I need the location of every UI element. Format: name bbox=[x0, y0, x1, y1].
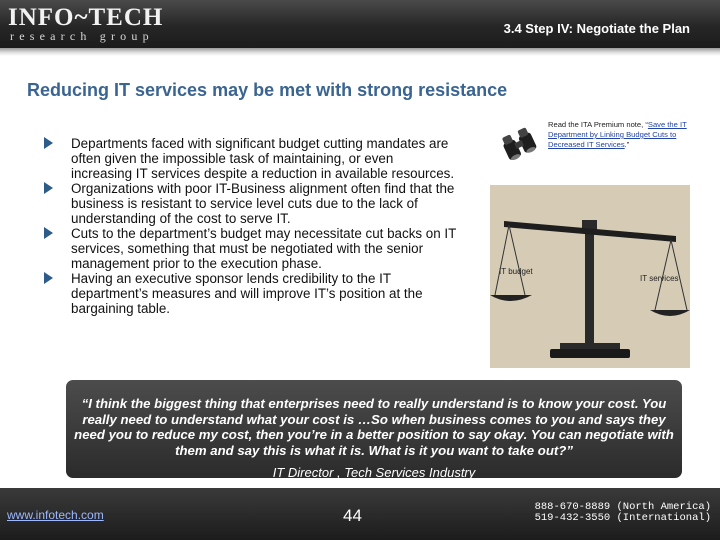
quote-attribution: IT Director , Tech Services Industry bbox=[272, 465, 476, 480]
phone-international: 519-432-3550 (International) bbox=[534, 512, 711, 524]
bullet-text: Departments faced with significant budget cutting mandates are often given the impossible task of maintaining, or even increasing IT services despite a reduction in available resources. bbox=[71, 136, 455, 181]
quote-text: “I think the biggest thing that enterprises need to really understand is to know your cost. You really need to understand what your cost is …So when business comes to you and says they need you to reduce my cost, then you’re in a better position to say okay. You can negotiate with them and say this is what it is. What is it you want to take out?” bbox=[74, 396, 674, 458]
bullet-item bbox=[40, 271, 458, 316]
bullet-list bbox=[40, 136, 458, 316]
slide-title: Reducing IT services may be met with strong resistance bbox=[27, 80, 508, 100]
scale-right-label: IT services bbox=[640, 274, 679, 283]
balance-scale-image bbox=[490, 185, 690, 368]
arrow-bullet-icon bbox=[44, 137, 53, 149]
phone-north-america: 888-670-8889 (North America) bbox=[534, 501, 711, 513]
logo-tagline: research group bbox=[10, 29, 154, 43]
scale-left-label: IT budget bbox=[499, 267, 533, 276]
bullet-text: Organizations with poor IT-Business alignment often find that the business is resistant to service level cuts due to the lack of understanding of the cost to serve IT. bbox=[71, 181, 455, 226]
contact-phones bbox=[535, 502, 711, 524]
note-prefix: Read the ITA Premium note, “ bbox=[548, 120, 648, 129]
arrow-bullet-icon bbox=[44, 182, 53, 194]
page-number: 44 bbox=[343, 506, 362, 525]
header-divider bbox=[0, 48, 720, 56]
footer-bar bbox=[0, 488, 720, 540]
arrow-bullet-icon bbox=[44, 227, 53, 239]
bullet-text: Cuts to the department’s budget may necessitate cut backs on IT services, something that must be negotiated with the senior management prior to the execution phase. bbox=[71, 226, 457, 271]
note-suffix: .” bbox=[624, 140, 630, 149]
quote-box bbox=[66, 380, 682, 478]
info-tech-logo[interactable] bbox=[8, 4, 178, 44]
section-title: 3.4 Step IV: Negotiate the Plan bbox=[503, 21, 690, 36]
website-link[interactable]: www.infotech.com bbox=[7, 508, 104, 522]
bullet-item bbox=[40, 181, 458, 226]
bullet-item bbox=[40, 136, 458, 181]
arrow-bullet-icon bbox=[44, 272, 53, 284]
logo-wordmark: INFO~TECH bbox=[8, 4, 164, 31]
bullet-item bbox=[40, 226, 458, 271]
header-bar bbox=[0, 0, 720, 48]
binoculars-icon bbox=[500, 127, 540, 161]
note-link[interactable]: Save the IT Department by Linking Budget Cuts to Decreased IT Services bbox=[548, 120, 687, 149]
premium-note bbox=[548, 120, 713, 150]
bullet-text: Having an executive sponsor lends credibility to the IT department’s measures and will improve IT’s position at the bargaining table. bbox=[71, 271, 423, 316]
